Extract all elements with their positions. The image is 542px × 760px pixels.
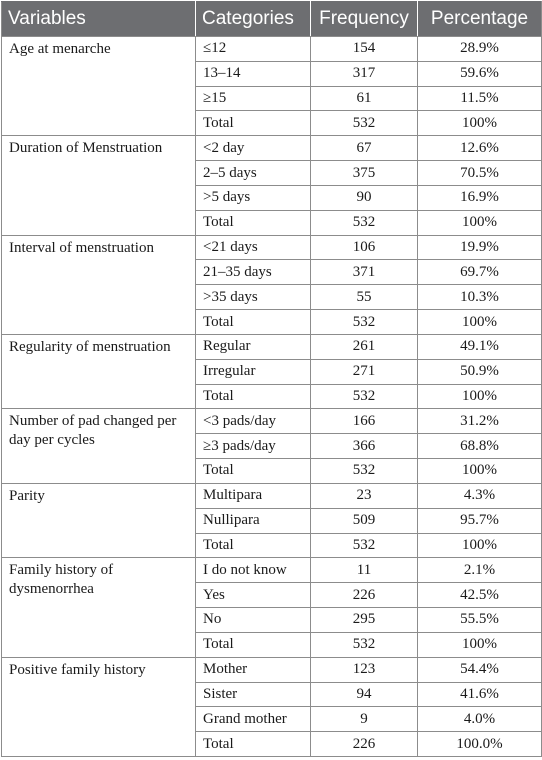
percentage-cell: 4.3%	[418, 483, 542, 508]
variable-cell: Family history of dysmenorrhea	[2, 558, 196, 657]
percentage-cell: 100%	[418, 459, 542, 484]
data-table	[1, 1, 542, 757]
variable-cell: Positive family history	[2, 657, 196, 756]
percentage-cell: 100%	[418, 632, 542, 657]
frequency-cell: 23	[311, 483, 418, 508]
category-cell: Total	[196, 533, 311, 558]
frequency-cell: 261	[311, 334, 418, 359]
frequency-cell: 94	[311, 682, 418, 707]
variable-cell: Duration of Menstruation	[2, 136, 196, 235]
frequency-cell: 9	[311, 707, 418, 732]
category-cell: ≤12	[196, 37, 311, 62]
frequency-cell: 317	[311, 61, 418, 86]
category-cell: Irregular	[196, 359, 311, 384]
percentage-cell: 100.0%	[418, 732, 542, 757]
category-cell: <21 days	[196, 235, 311, 260]
category-cell: <2 day	[196, 136, 311, 161]
variable-cell: Parity	[2, 483, 196, 557]
frequency-cell: 226	[311, 732, 418, 757]
percentage-cell: 49.1%	[418, 334, 542, 359]
frequency-cell: 271	[311, 359, 418, 384]
frequency-cell: 106	[311, 235, 418, 260]
table-row	[2, 483, 542, 508]
frequency-cell: 295	[311, 608, 418, 633]
percentage-cell: 100%	[418, 111, 542, 136]
variable-cell: Regularity of menstruation	[2, 334, 196, 408]
frequency-cell: 532	[311, 210, 418, 235]
category-cell: Yes	[196, 583, 311, 608]
category-cell: Multipara	[196, 483, 311, 508]
category-cell: Total	[196, 210, 311, 235]
percentage-cell: 41.6%	[418, 682, 542, 707]
table-header	[2, 2, 542, 37]
percentage-cell: 100%	[418, 210, 542, 235]
frequency-cell: 532	[311, 533, 418, 558]
table-row	[2, 558, 542, 583]
frequency-cell: 11	[311, 558, 418, 583]
frequency-cell: 532	[311, 310, 418, 335]
category-cell: Nullipara	[196, 508, 311, 533]
header-categories: Categories	[196, 2, 311, 37]
table-row	[2, 235, 542, 260]
percentage-cell: 10.3%	[418, 285, 542, 310]
percentage-cell: 55.5%	[418, 608, 542, 633]
frequency-cell: 166	[311, 409, 418, 434]
category-cell: Total	[196, 310, 311, 335]
frequency-cell: 532	[311, 459, 418, 484]
category-cell: Sister	[196, 682, 311, 707]
header-row	[2, 2, 542, 37]
category-cell: 21–35 days	[196, 260, 311, 285]
percentage-cell: 11.5%	[418, 86, 542, 111]
table-row	[2, 136, 542, 161]
frequency-cell: 67	[311, 136, 418, 161]
table-row	[2, 409, 542, 434]
category-cell: ≥3 pads/day	[196, 434, 311, 459]
percentage-cell: 100%	[418, 310, 542, 335]
percentage-cell: 4.0%	[418, 707, 542, 732]
category-cell: Total	[196, 732, 311, 757]
frequency-cell: 532	[311, 632, 418, 657]
category-cell: Total	[196, 459, 311, 484]
percentage-cell: 2.1%	[418, 558, 542, 583]
header-variables: Variables	[2, 2, 196, 37]
percentage-cell: 12.6%	[418, 136, 542, 161]
percentage-cell: 50.9%	[418, 359, 542, 384]
table-body	[2, 37, 542, 757]
table-row	[2, 657, 542, 682]
frequency-cell: 123	[311, 657, 418, 682]
category-cell: Mother	[196, 657, 311, 682]
percentage-cell: 100%	[418, 533, 542, 558]
category-cell: >5 days	[196, 185, 311, 210]
frequency-cell: 55	[311, 285, 418, 310]
frequency-cell: 532	[311, 384, 418, 409]
frequency-cell: 375	[311, 161, 418, 186]
frequency-cell: 90	[311, 185, 418, 210]
frequency-cell: 371	[311, 260, 418, 285]
category-cell: Total	[196, 632, 311, 657]
header-percentage: Percentage	[418, 2, 542, 37]
frequency-cell: 226	[311, 583, 418, 608]
category-cell: >35 days	[196, 285, 311, 310]
percentage-cell: 19.9%	[418, 235, 542, 260]
category-cell: <3 pads/day	[196, 409, 311, 434]
table-row	[2, 334, 542, 359]
variable-cell: Age at menarche	[2, 37, 196, 136]
category-cell: 2–5 days	[196, 161, 311, 186]
category-cell: Grand mother	[196, 707, 311, 732]
variable-cell: Number of pad changed per day per cycles	[2, 409, 196, 483]
category-cell: Regular	[196, 334, 311, 359]
percentage-cell: 28.9%	[418, 37, 542, 62]
percentage-cell: 95.7%	[418, 508, 542, 533]
header-frequency: Frequency	[311, 2, 418, 37]
percentage-cell: 42.5%	[418, 583, 542, 608]
percentage-cell: 59.6%	[418, 61, 542, 86]
variable-cell: Interval of menstruation	[2, 235, 196, 334]
category-cell: Total	[196, 111, 311, 136]
category-cell: 13–14	[196, 61, 311, 86]
category-cell: ≥15	[196, 86, 311, 111]
percentage-cell: 100%	[418, 384, 542, 409]
frequency-cell: 509	[311, 508, 418, 533]
frequency-cell: 366	[311, 434, 418, 459]
percentage-cell: 69.7%	[418, 260, 542, 285]
percentage-cell: 68.8%	[418, 434, 542, 459]
frequency-cell: 154	[311, 37, 418, 62]
category-cell: Total	[196, 384, 311, 409]
category-cell: I do not know	[196, 558, 311, 583]
percentage-cell: 54.4%	[418, 657, 542, 682]
percentage-cell: 31.2%	[418, 409, 542, 434]
frequency-cell: 532	[311, 111, 418, 136]
frequency-cell: 61	[311, 86, 418, 111]
percentage-cell: 16.9%	[418, 185, 542, 210]
table-row	[2, 37, 542, 62]
percentage-cell: 70.5%	[418, 161, 542, 186]
category-cell: No	[196, 608, 311, 633]
